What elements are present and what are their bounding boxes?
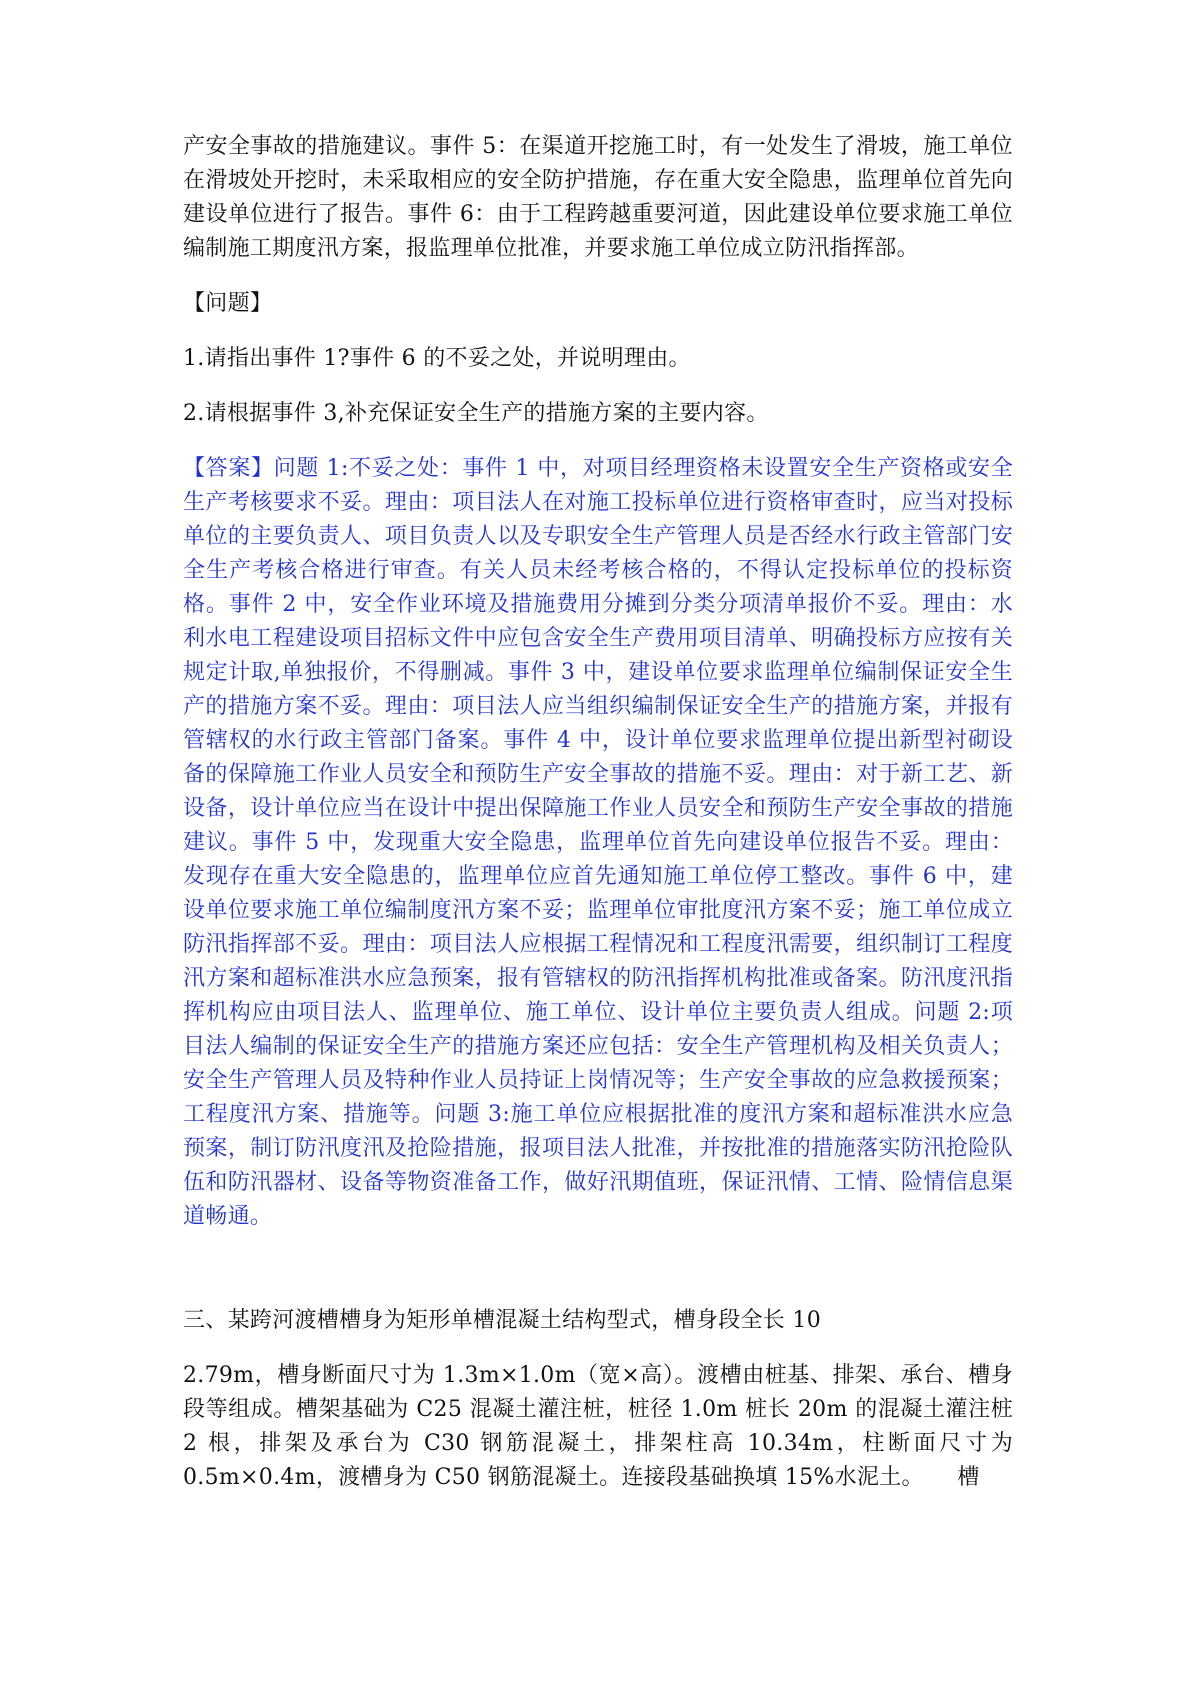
document-page bbox=[183, 130, 1013, 1495]
section-3-title: 三、某跨河渡槽槽身为矩形单槽混凝土结构型式，槽身段全长 10 bbox=[183, 1308, 821, 1333]
question-2: 2.请根据事件 3,补充保证安全生产的措施方案的主要内容。 bbox=[183, 401, 769, 426]
question-1: 1.请指出事件 1?事件 6 的不妥之处，并说明理由。 bbox=[183, 346, 691, 371]
answer-paragraph: 【答案】问题 1:不妥之处：事件 1 中，对项目经理资格未设置安全生产资格或安全生产考核要求不妥。理由：项目法人在对施工投标单位进行资格审查时，应当对投标单位的主要负责人、项目负责人以及专职安全生产管理人员是否经水行政主管部门安全生产考核合格进行审查。有关人员未经考核合格的，不得认定投标单位的投标资格。事件 2 中，安全作业环境及措施费用分摊到分类分项清单报价不妥。理由：水利水电工程建设项目招标文件中应包含安全生产费用项目清单、明确投标方应按有关规定计取,单独报价，不得删减。事件 3 中，建设单位要求监理单位编制保证安全生产的措施方案不妥。理由：项目法人应当组织编制保证安全生产的措施方案，并报有管辖权的水行政主管部门备案。事件 4 中，设计单位要求监理单位提出新型衬砌设备的保障施工作业人员安全和预防生产安全事故的措施不妥。理由：对于新工艺、新设备，设计单位应当在设计中提出保障施工作业人员安全和预防生产安全事故的措施建议。事件 5 中，发现重大安全隐患，监理单位首先向建设单位报告不妥。理由：发现存在重大安全隐患的，监理单位应首先通知施工单位停工整改。事件 6 中，建设单位要求施工单位编制度汛方案不妥；监理单位审批度汛方案不妥；施工单位成立防汛指挥部不妥。理由：项目法人应根据工程情况和工程度汛需要，组织制订工程度汛方案和超标准洪水应急预案，报有管辖权的防汛指挥机构批准或备案。防汛度汛指挥机构应由项目法人、监理单位、施工单位、设计单位主要负责人组成。问题 2:项目法人编制的保证安全生产的措施方案还应包括：安全生产管理机构及相关负责人；安全生产管理人员及特种作业人员持证上岗情况等；生产安全事故的应急救援预案；工程度汛方案、措施等。问题 3:施工单位应根据批准的度汛方案和超标准洪水应急预案，制订防汛度汛及抢险措施，报项目法人批准，并按批准的措施落实防汛抢险队伍和防汛器材、设备等物资准备工作，做好汛期值班，保证汛情、工情、险情信息渠道畅通。 bbox=[183, 456, 1013, 1229]
intro-paragraph: 产安全事故的措施建议。事件 5：在渠道开挖施工时，有一处发生了滑坡，施工单位在滑坡处开挖时，未采取相应的安全防护措施，存在重大安全隐患，监理单位首先向建设单位进行了报告。事件 6：由于工程跨越重要河道，因此建设单位要求施工单位编制施工期度汛方案，报监理单位批准，并要求施工单位成立防汛指挥部。 bbox=[183, 134, 1013, 261]
section-3-body: 2.79m，槽身断面尺寸为 1.3m×1.0m（宽×高）。渡槽由桩基、排架、承台、槽身段等组成。槽架基础为 C25 混凝土灌注桩，桩径 1.0m 桩长 20m 的混凝土灌注桩 2 根，排架及承台为 C30 钢筋混凝土，排架柱高 10.34m，柱断面尺寸为 0.5m×0.4m，渡槽身为 C50 钢筋混凝土。连接段基础换填 15%水泥土。 槽 bbox=[183, 1363, 1013, 1490]
questions-heading: 【问题】 bbox=[183, 291, 273, 316]
